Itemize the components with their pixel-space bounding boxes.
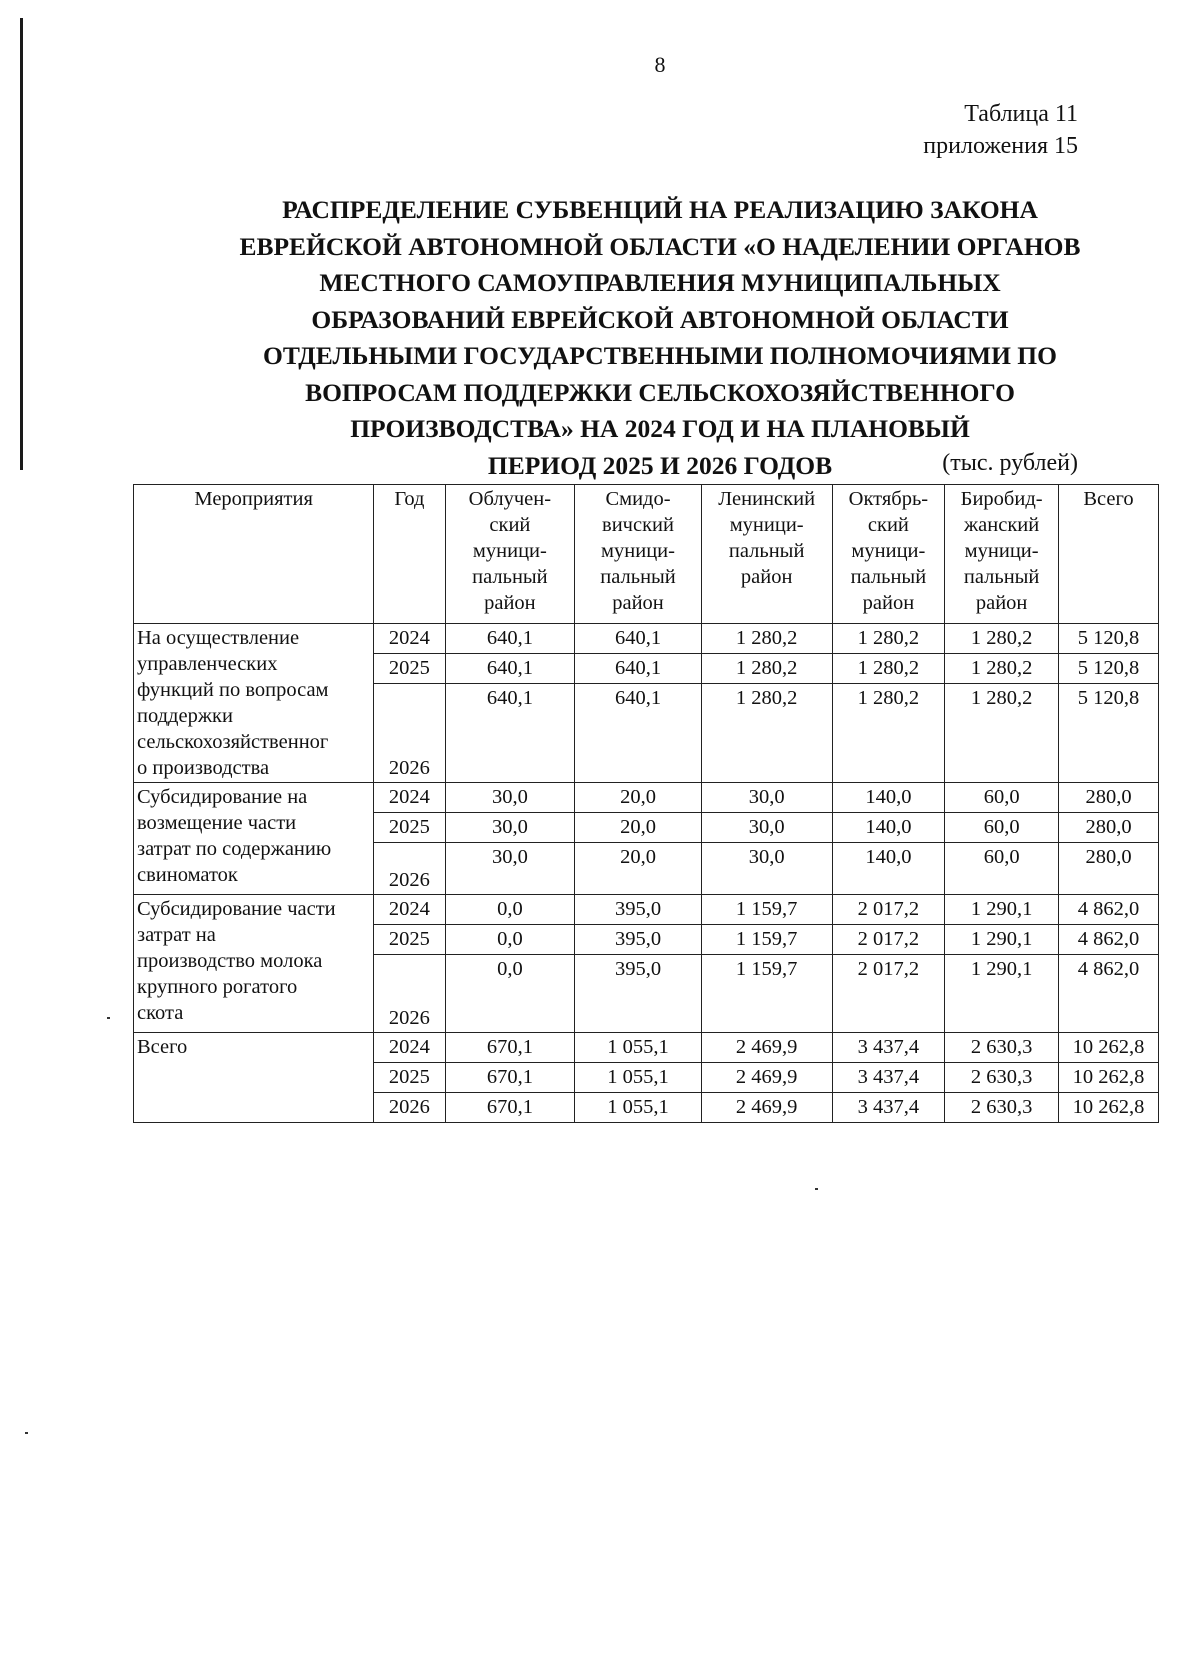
value-cell-smidovichsky: 1 055,1 <box>575 1063 702 1093</box>
value-cell-leninsky: 30,0 <box>701 843 832 895</box>
value-cell-oktyabrsky: 2 017,2 <box>832 925 945 955</box>
value-cell-oktyabrsky: 3 437,4 <box>832 1033 945 1063</box>
table-number: Таблица 11 <box>964 101 1078 127</box>
value-cell-leninsky: 1 159,7 <box>701 895 832 925</box>
scan-speck <box>25 1432 28 1434</box>
value-cell-leninsky: 2 469,9 <box>701 1033 832 1063</box>
value-cell-obluchensky: 670,1 <box>445 1033 575 1063</box>
value-cell-oktyabrsky: 2 017,2 <box>832 955 945 1033</box>
year-cell: 2024 <box>374 783 445 813</box>
value-cell-leninsky: 2 469,9 <box>701 1063 832 1093</box>
table-header-row <box>134 485 1159 624</box>
title-line: ОБРАЗОВАНИЙ ЕВРЕЙСКОЙ АВТОНОМНОЙ ОБЛАСТИ <box>311 304 1009 334</box>
header-year: Год <box>374 485 445 624</box>
value-cell-oktyabrsky: 140,0 <box>832 783 945 813</box>
title-line: ВОПРОСАМ ПОДДЕРЖКИ СЕЛЬСКОХОЗЯЙСТВЕННОГО <box>305 377 1015 407</box>
value-cell-obluchensky: 0,0 <box>445 895 575 925</box>
value-cell-oktyabrsky: 140,0 <box>832 813 945 843</box>
scan-speck <box>107 1017 110 1019</box>
document-title <box>150 192 1170 484</box>
value-cell-oktyabrsky: 140,0 <box>832 843 945 895</box>
measure-name-cell: Субсидирование части затрат на производство молока крупного рогатого скота <box>134 895 374 1033</box>
title-line: ЕВРЕЙСКОЙ АВТОНОМНОЙ ОБЛАСТИ «О НАДЕЛЕНИИ ОРГАНОВ <box>239 231 1081 261</box>
value-cell-birobidzhansky: 1 290,1 <box>945 925 1059 955</box>
value-cell-obluchensky: 30,0 <box>445 783 575 813</box>
value-cell-leninsky: 2 469,9 <box>701 1093 832 1123</box>
value-cell-birobidzhansky: 1 290,1 <box>945 955 1059 1033</box>
measure-name-cell: На осуществление управленческих функций по вопросам поддержки сельскохозяйственног о производства <box>134 624 374 783</box>
value-cell-birobidzhansky: 1 280,2 <box>945 654 1059 684</box>
value-cell-leninsky: 1 280,2 <box>701 624 832 654</box>
measure-name-cell: Всего <box>134 1033 374 1123</box>
value-cell-smidovichsky: 640,1 <box>575 624 702 654</box>
value-cell-birobidzhansky: 1 280,2 <box>945 684 1059 783</box>
table-row <box>134 1033 1159 1063</box>
value-cell-birobidzhansky: 1 280,2 <box>945 624 1059 654</box>
title-line: ПРОИЗВОДСТВА» НА 2024 ГОД И НА ПЛАНОВЫЙ <box>350 414 970 443</box>
page-number: 8 <box>654 52 666 77</box>
value-cell-total: 5 120,8 <box>1059 654 1159 684</box>
scan-edge-line <box>20 18 23 470</box>
value-cell-birobidzhansky: 2 630,3 <box>945 1033 1059 1063</box>
title-line: ОТДЕЛЬНЫМИ ГОСУДАРСТВЕННЫМИ ПОЛНОМОЧИЯМИ ПО <box>263 341 1057 370</box>
year-cell: 2024 <box>374 895 445 925</box>
value-cell-obluchensky: 30,0 <box>445 843 575 895</box>
appendix-number: приложения 15 <box>923 133 1078 159</box>
year-cell: 2025 <box>374 813 445 843</box>
measure-name-cell: Субсидирование на возмещение части затрат по содержанию свиноматок <box>134 783 374 895</box>
value-cell-total: 4 862,0 <box>1059 955 1159 1033</box>
value-cell-total: 5 120,8 <box>1059 684 1159 783</box>
value-cell-obluchensky: 640,1 <box>445 624 575 654</box>
value-cell-obluchensky: 670,1 <box>445 1063 575 1093</box>
year-cell: 2025 <box>374 925 445 955</box>
scan-speck <box>815 1188 818 1190</box>
value-cell-leninsky: 30,0 <box>701 813 832 843</box>
table-row <box>134 783 1159 813</box>
value-cell-total: 4 862,0 <box>1059 895 1159 925</box>
value-cell-obluchensky: 0,0 <box>445 955 575 1033</box>
table-body <box>134 624 1159 1123</box>
value-cell-obluchensky: 670,1 <box>445 1093 575 1123</box>
title-line: ПЕРИОД 2025 И 2026 ГОДОВ <box>487 450 833 480</box>
title-line: МЕСТНОГО САМОУПРАВЛЕНИЯ МУНИЦИПАЛЬНЫХ <box>319 268 1001 297</box>
value-cell-oktyabrsky: 1 280,2 <box>832 624 945 654</box>
header-smidovichsky: Смидо- вичский муници- пальный район <box>575 485 702 624</box>
value-cell-smidovichsky: 640,1 <box>575 684 702 783</box>
header-obluchensky: Облучен- ский муници- пальный район <box>445 485 575 624</box>
year-cell: 2025 <box>374 654 445 684</box>
value-cell-obluchensky: 640,1 <box>445 654 575 684</box>
value-cell-leninsky: 1 159,7 <box>701 955 832 1033</box>
header-birobidzhansky: Биробид- жанский муници- пальный район <box>945 485 1059 624</box>
value-cell-smidovichsky: 1 055,1 <box>575 1093 702 1123</box>
value-cell-total: 10 262,8 <box>1059 1093 1159 1123</box>
value-cell-smidovichsky: 20,0 <box>575 843 702 895</box>
value-cell-birobidzhansky: 60,0 <box>945 783 1059 813</box>
year-cell: 2026 <box>374 684 445 783</box>
value-cell-smidovichsky: 20,0 <box>575 813 702 843</box>
year-cell: 2026 <box>374 1093 445 1123</box>
value-cell-total: 5 120,8 <box>1059 624 1159 654</box>
table-reference <box>923 98 1078 162</box>
header-total: Всего <box>1059 485 1159 624</box>
header-measures: Мероприятия <box>134 485 374 624</box>
value-cell-oktyabrsky: 3 437,4 <box>832 1093 945 1123</box>
value-cell-total: 4 862,0 <box>1059 925 1159 955</box>
year-cell: 2026 <box>374 955 445 1033</box>
value-cell-leninsky: 1 280,2 <box>701 684 832 783</box>
value-cell-smidovichsky: 1 055,1 <box>575 1033 702 1063</box>
value-cell-leninsky: 30,0 <box>701 783 832 813</box>
year-cell: 2024 <box>374 624 445 654</box>
value-cell-total: 280,0 <box>1059 843 1159 895</box>
value-cell-obluchensky: 30,0 <box>445 813 575 843</box>
units-label: (тыс. рублей) <box>942 450 1078 476</box>
header-leninsky: Ленинский муници- пальный район <box>701 485 832 624</box>
year-cell: 2024 <box>374 1033 445 1063</box>
value-cell-birobidzhansky: 2 630,3 <box>945 1093 1059 1123</box>
value-cell-smidovichsky: 395,0 <box>575 955 702 1033</box>
value-cell-leninsky: 1 280,2 <box>701 654 832 684</box>
value-cell-total: 10 262,8 <box>1059 1033 1159 1063</box>
value-cell-obluchensky: 0,0 <box>445 925 575 955</box>
value-cell-birobidzhansky: 60,0 <box>945 813 1059 843</box>
year-cell: 2025 <box>374 1063 445 1093</box>
table-row <box>134 895 1159 925</box>
value-cell-oktyabrsky: 2 017,2 <box>832 895 945 925</box>
value-cell-birobidzhansky: 1 290,1 <box>945 895 1059 925</box>
value-cell-obluchensky: 640,1 <box>445 684 575 783</box>
value-cell-smidovichsky: 20,0 <box>575 783 702 813</box>
value-cell-smidovichsky: 640,1 <box>575 654 702 684</box>
value-cell-total: 280,0 <box>1059 813 1159 843</box>
value-cell-total: 280,0 <box>1059 783 1159 813</box>
value-cell-total: 10 262,8 <box>1059 1063 1159 1093</box>
header-oktyabrsky: Октябрь- ский муници- пальный район <box>832 485 945 624</box>
table-row <box>134 624 1159 654</box>
value-cell-leninsky: 1 159,7 <box>701 925 832 955</box>
value-cell-oktyabrsky: 3 437,4 <box>832 1063 945 1093</box>
value-cell-birobidzhansky: 60,0 <box>945 843 1059 895</box>
year-cell: 2026 <box>374 843 445 895</box>
value-cell-smidovichsky: 395,0 <box>575 895 702 925</box>
subventions-table <box>133 484 1159 1123</box>
title-line: РАСПРЕДЕЛЕНИЕ СУБВЕНЦИЙ НА РЕАЛИЗАЦИЮ ЗАКОНА <box>282 195 1038 224</box>
value-cell-oktyabrsky: 1 280,2 <box>832 654 945 684</box>
value-cell-birobidzhansky: 2 630,3 <box>945 1063 1059 1093</box>
value-cell-oktyabrsky: 1 280,2 <box>832 684 945 783</box>
value-cell-smidovichsky: 395,0 <box>575 925 702 955</box>
